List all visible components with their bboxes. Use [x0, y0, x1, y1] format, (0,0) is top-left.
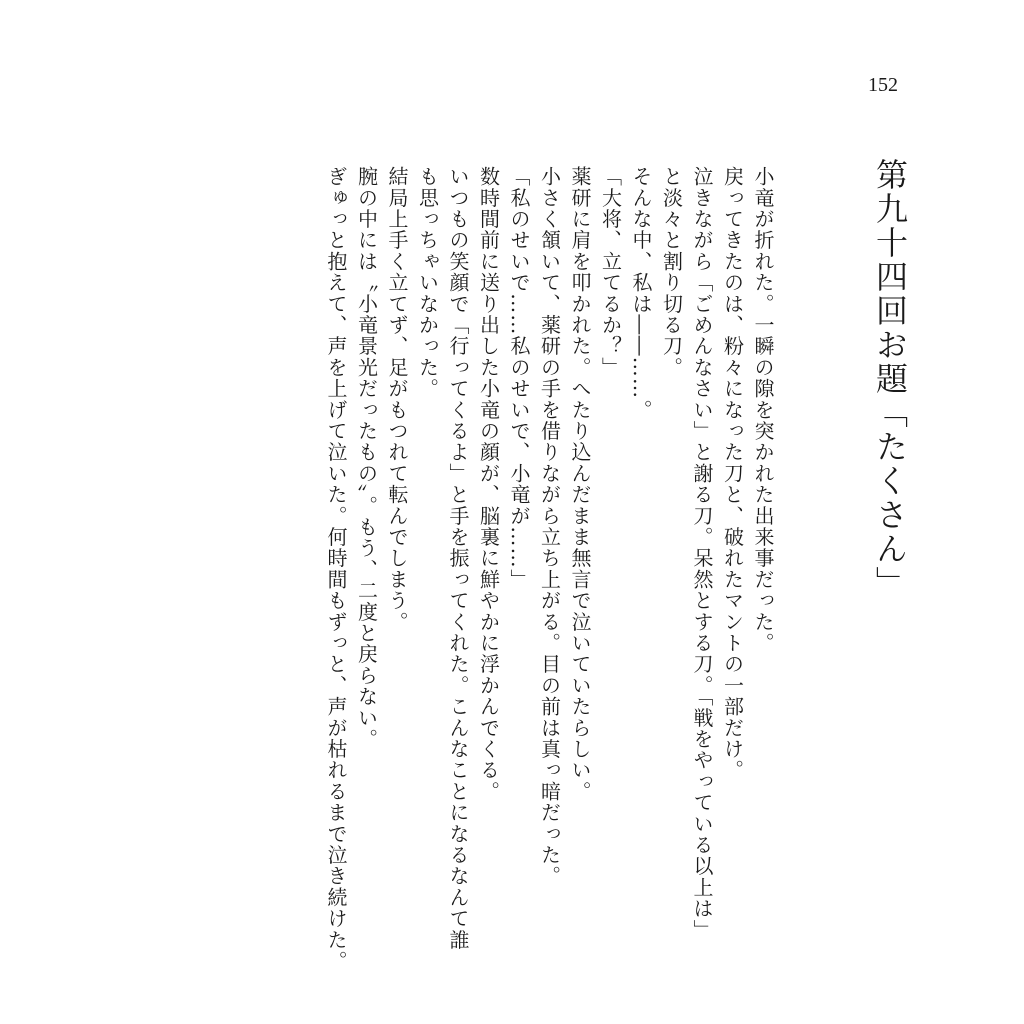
page-number: 152: [868, 74, 898, 96]
text-line: いつもの笑顔で「行ってくるよ」と手を振ってくれた。こんなことになるなんて誰: [446, 166, 470, 951]
text-line: 「私のせいで……私のせいで、小竜が……」: [507, 166, 531, 590]
text-line: も思っちゃいなかった。: [415, 166, 440, 400]
body-text: [238, 166, 778, 972]
text-line: そんな中、私は――……。: [629, 166, 653, 421]
text-line: 小竜が折れた。一瞬の隙を突かれた出来事だった。: [751, 166, 775, 654]
text-line: 泣きながら「ごめんなさい」と謝る刀。呆然とする刀。「戦をやっている以上は」: [690, 166, 714, 941]
text-line: 数時間前に送り出した小竜の顔が、脳裏に鮮やかに浮かんでくる。: [476, 166, 501, 802]
text-line: と淡々と割り切る刀。: [659, 166, 684, 378]
text-line: 結局上手く立てず、足がもつれて転んでしまう。: [385, 166, 409, 633]
text-line: 小さく頷いて、薬研の手を借りながら立ち上がる。目の前は真っ暗だった。: [537, 166, 562, 887]
chapter-title: 第九十四回お題「たくさん」: [871, 158, 909, 600]
text-line: 「大将、立てるか？」: [598, 166, 623, 378]
text-line: 戻ってきたのは、粉々になった刀と、破れたマントの一部だけ。: [720, 166, 745, 781]
text-line: 腕の中には〝小竜景光だったもの〟。もう、二度と戻らない。: [354, 166, 379, 750]
text-line: ぎゅっと抱えて、声を上げて泣いた。何時間もずっと、声が枯れるまで泣き続けた。: [324, 166, 348, 972]
text-line: 薬研に肩を叩かれた。へたり込んだまま無言で泣いていたらしい。: [568, 166, 592, 802]
